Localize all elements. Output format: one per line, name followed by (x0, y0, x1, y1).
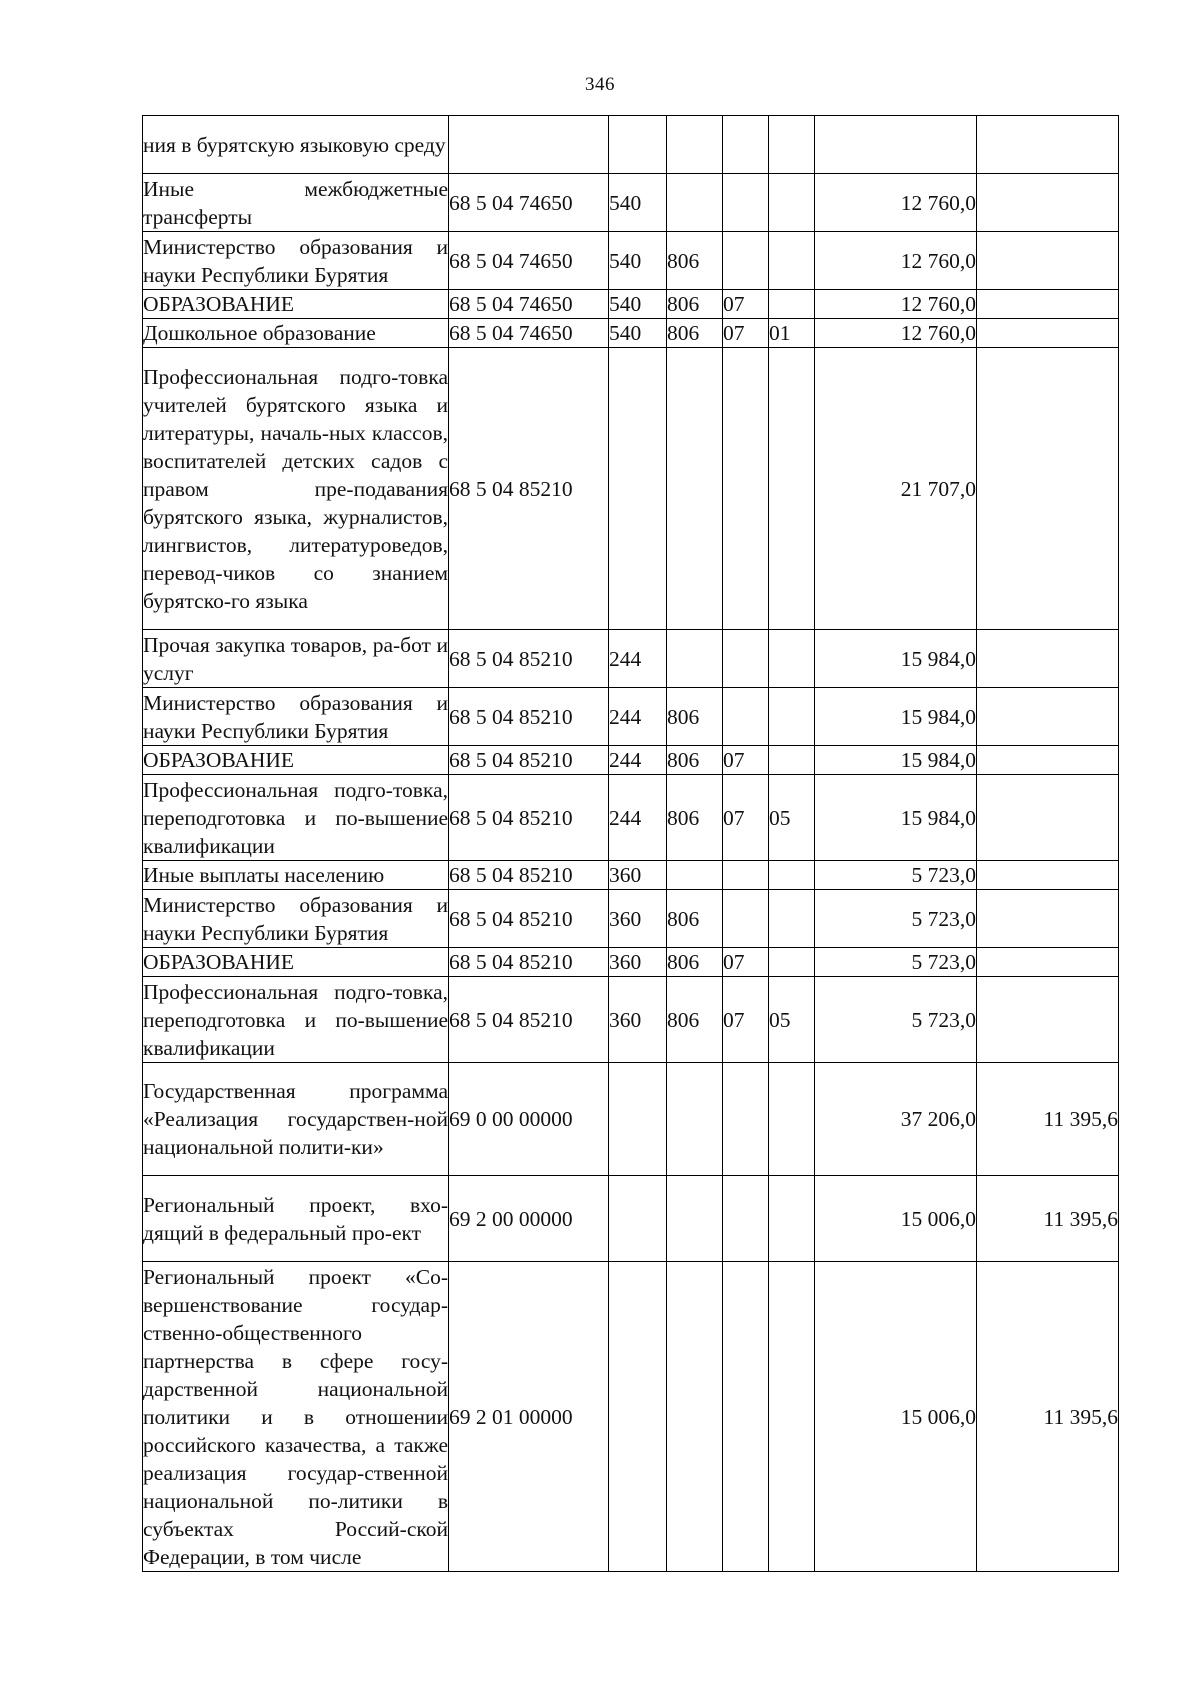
subsection-code-cell (769, 1063, 815, 1176)
subsection-code-cell (769, 116, 815, 174)
table-row (143, 319, 1119, 348)
table-row (143, 630, 1119, 688)
expense-type-code-cell (609, 348, 667, 630)
table-row (143, 1262, 1119, 1572)
ministry-code-cell (667, 630, 723, 688)
row-name-cell: Прочая закупка товаров, ра-бот и услуг (143, 630, 449, 688)
ministry-code-cell: 806 (667, 977, 723, 1063)
ministry-code-cell (667, 1262, 723, 1572)
table-row (143, 290, 1119, 319)
target-code-cell: 68 5 04 85210 (449, 861, 609, 890)
amount-federal-cell (977, 116, 1119, 174)
amount-total-cell: 15 984,0 (815, 775, 977, 861)
section-code-cell: 07 (723, 977, 769, 1063)
amount-federal-cell: 11 395,6 (977, 1063, 1119, 1176)
ministry-code-cell (667, 1063, 723, 1176)
subsection-code-cell (769, 948, 815, 977)
amount-total-cell: 5 723,0 (815, 890, 977, 948)
section-code-cell (723, 1262, 769, 1572)
section-code-cell: 07 (723, 319, 769, 348)
row-name-cell: ния в бурятскую языковую среду (143, 116, 449, 174)
section-code-cell (723, 116, 769, 174)
subsection-code-cell (769, 688, 815, 746)
target-code-cell: 68 5 04 85210 (449, 746, 609, 775)
target-code-cell: 68 5 04 85210 (449, 948, 609, 977)
row-name-cell: Министерство образования и науки Республики Бурятия (143, 688, 449, 746)
subsection-code-cell: 05 (769, 775, 815, 861)
table-row (143, 1176, 1119, 1262)
section-code-cell: 07 (723, 775, 769, 861)
amount-federal-cell (977, 174, 1119, 232)
amount-total-cell: 21 707,0 (815, 348, 977, 630)
ministry-code-cell: 806 (667, 948, 723, 977)
row-name-cell: Профессиональная подго-товка, переподготовка и по-вышение квалификации (143, 977, 449, 1063)
table-row (143, 775, 1119, 861)
expense-type-code-cell: 540 (609, 232, 667, 290)
ministry-code-cell: 806 (667, 775, 723, 861)
budget-table (142, 115, 1119, 1572)
expense-type-code-cell: 244 (609, 630, 667, 688)
amount-federal-cell (977, 630, 1119, 688)
amount-total-cell: 5 723,0 (815, 977, 977, 1063)
amount-federal-cell (977, 861, 1119, 890)
row-name-cell: Дошкольное образование (143, 319, 449, 348)
expense-type-code-cell: 244 (609, 688, 667, 746)
row-name-cell: Профессиональная подго-товка, переподготовка и по-вышение квалификации (143, 775, 449, 861)
subsection-code-cell (769, 890, 815, 948)
target-code-cell: 69 2 01 00000 (449, 1262, 609, 1572)
ministry-code-cell: 806 (667, 290, 723, 319)
expense-type-code-cell: 360 (609, 977, 667, 1063)
amount-federal-cell: 11 395,6 (977, 1262, 1119, 1572)
ministry-code-cell: 806 (667, 890, 723, 948)
amount-total-cell: 37 206,0 (815, 1063, 977, 1176)
amount-federal-cell (977, 348, 1119, 630)
expense-type-code-cell (609, 1176, 667, 1262)
section-code-cell: 07 (723, 948, 769, 977)
expense-type-code-cell: 540 (609, 174, 667, 232)
table-row (143, 348, 1119, 630)
expense-type-code-cell: 360 (609, 948, 667, 977)
amount-federal-cell (977, 319, 1119, 348)
amount-total-cell: 5 723,0 (815, 948, 977, 977)
target-code-cell: 68 5 04 85210 (449, 630, 609, 688)
amount-total-cell: 15 984,0 (815, 746, 977, 775)
table-row (143, 890, 1119, 948)
expense-type-code-cell: 244 (609, 746, 667, 775)
amount-federal-cell (977, 746, 1119, 775)
amount-total-cell: 12 760,0 (815, 232, 977, 290)
ministry-code-cell (667, 1176, 723, 1262)
expense-type-code-cell: 360 (609, 861, 667, 890)
section-code-cell (723, 1176, 769, 1262)
section-code-cell (723, 232, 769, 290)
row-name-cell: Государственная программа «Реализация государствен-ной национальной полити-ки» (143, 1063, 449, 1176)
subsection-code-cell (769, 290, 815, 319)
section-code-cell: 07 (723, 746, 769, 775)
subsection-code-cell (769, 746, 815, 775)
row-name-cell: Региональный проект «Со-вершенствование государ-ственно-общественного партнерства в сфере госу-дарственной национальной политики и в отношении российского казачества, а также реализация государ-ственной национальной по-литики в субъектах Россий-ской Федерации, в том числе (143, 1262, 449, 1572)
amount-total-cell: 15 006,0 (815, 1262, 977, 1572)
amount-federal-cell (977, 688, 1119, 746)
target-code-cell: 68 5 04 85210 (449, 348, 609, 630)
target-code-cell (449, 116, 609, 174)
subsection-code-cell (769, 1262, 815, 1572)
subsection-code-cell (769, 348, 815, 630)
section-code-cell (723, 861, 769, 890)
subsection-code-cell: 05 (769, 977, 815, 1063)
table-row (143, 948, 1119, 977)
section-code-cell (723, 348, 769, 630)
subsection-code-cell (769, 174, 815, 232)
expense-type-code-cell: 540 (609, 319, 667, 348)
row-name-cell: Иные межбюджетные трансферты (143, 174, 449, 232)
page-number: 346 (585, 74, 615, 95)
target-code-cell: 68 5 04 74650 (449, 174, 609, 232)
amount-total-cell: 15 006,0 (815, 1176, 977, 1262)
subsection-code-cell (769, 1176, 815, 1262)
expense-type-code-cell: 244 (609, 775, 667, 861)
table-row (143, 174, 1119, 232)
row-name-cell: ОБРАЗОВАНИЕ (143, 290, 449, 319)
table-row (143, 116, 1119, 174)
amount-total-cell: 12 760,0 (815, 319, 977, 348)
section-code-cell (723, 1063, 769, 1176)
amount-federal-cell (977, 232, 1119, 290)
table-row (143, 746, 1119, 775)
ministry-code-cell: 806 (667, 746, 723, 775)
section-code-cell (723, 630, 769, 688)
target-code-cell: 68 5 04 74650 (449, 232, 609, 290)
expense-type-code-cell: 540 (609, 290, 667, 319)
amount-total-cell: 12 760,0 (815, 290, 977, 319)
expense-type-code-cell: 360 (609, 890, 667, 948)
target-code-cell: 68 5 04 85210 (449, 890, 609, 948)
amount-total-cell: 12 760,0 (815, 174, 977, 232)
section-code-cell (723, 174, 769, 232)
amount-federal-cell (977, 775, 1119, 861)
target-code-cell: 68 5 04 85210 (449, 977, 609, 1063)
ministry-code-cell: 806 (667, 319, 723, 348)
subsection-code-cell (769, 861, 815, 890)
row-name-cell: Профессиональная подго-товка учителей бурятского языка и литературы, началь-ных классов, воспитателей детских садов с правом пре-подавания бурятского языка, журналистов, лингвистов, литературоведов, перевод-чиков со знанием бурятско-го языка (143, 348, 449, 630)
section-code-cell: 07 (723, 290, 769, 319)
section-code-cell (723, 890, 769, 948)
row-name-cell: Региональный проект, вхо-дящий в федеральный про-ект (143, 1176, 449, 1262)
section-code-cell (723, 688, 769, 746)
row-name-cell: ОБРАЗОВАНИЕ (143, 746, 449, 775)
ministry-code-cell (667, 174, 723, 232)
table-row (143, 688, 1119, 746)
expense-type-code-cell (609, 1063, 667, 1176)
target-code-cell: 68 5 04 85210 (449, 688, 609, 746)
ministry-code-cell (667, 116, 723, 174)
subsection-code-cell (769, 630, 815, 688)
row-name-cell: Министерство образования и науки Республики Бурятия (143, 232, 449, 290)
amount-total-cell: 15 984,0 (815, 630, 977, 688)
subsection-code-cell (769, 232, 815, 290)
ministry-code-cell: 806 (667, 688, 723, 746)
table-row (143, 1063, 1119, 1176)
amount-total-cell (815, 116, 977, 174)
target-code-cell: 68 5 04 74650 (449, 319, 609, 348)
amount-federal-cell (977, 948, 1119, 977)
amount-total-cell: 15 984,0 (815, 688, 977, 746)
ministry-code-cell (667, 861, 723, 890)
amount-total-cell: 5 723,0 (815, 861, 977, 890)
amount-federal-cell: 11 395,6 (977, 1176, 1119, 1262)
table-row (143, 977, 1119, 1063)
expense-type-code-cell (609, 1262, 667, 1572)
target-code-cell: 68 5 04 85210 (449, 775, 609, 861)
amount-federal-cell (977, 290, 1119, 319)
target-code-cell: 69 2 00 00000 (449, 1176, 609, 1262)
subsection-code-cell: 01 (769, 319, 815, 348)
row-name-cell: Иные выплаты населению (143, 861, 449, 890)
amount-federal-cell (977, 977, 1119, 1063)
ministry-code-cell (667, 348, 723, 630)
amount-federal-cell (977, 890, 1119, 948)
row-name-cell: ОБРАЗОВАНИЕ (143, 948, 449, 977)
target-code-cell: 68 5 04 74650 (449, 290, 609, 319)
table-row (143, 232, 1119, 290)
table-row (143, 861, 1119, 890)
row-name-cell: Министерство образования и науки Республики Бурятия (143, 890, 449, 948)
target-code-cell: 69 0 00 00000 (449, 1063, 609, 1176)
expense-type-code-cell (609, 116, 667, 174)
ministry-code-cell: 806 (667, 232, 723, 290)
